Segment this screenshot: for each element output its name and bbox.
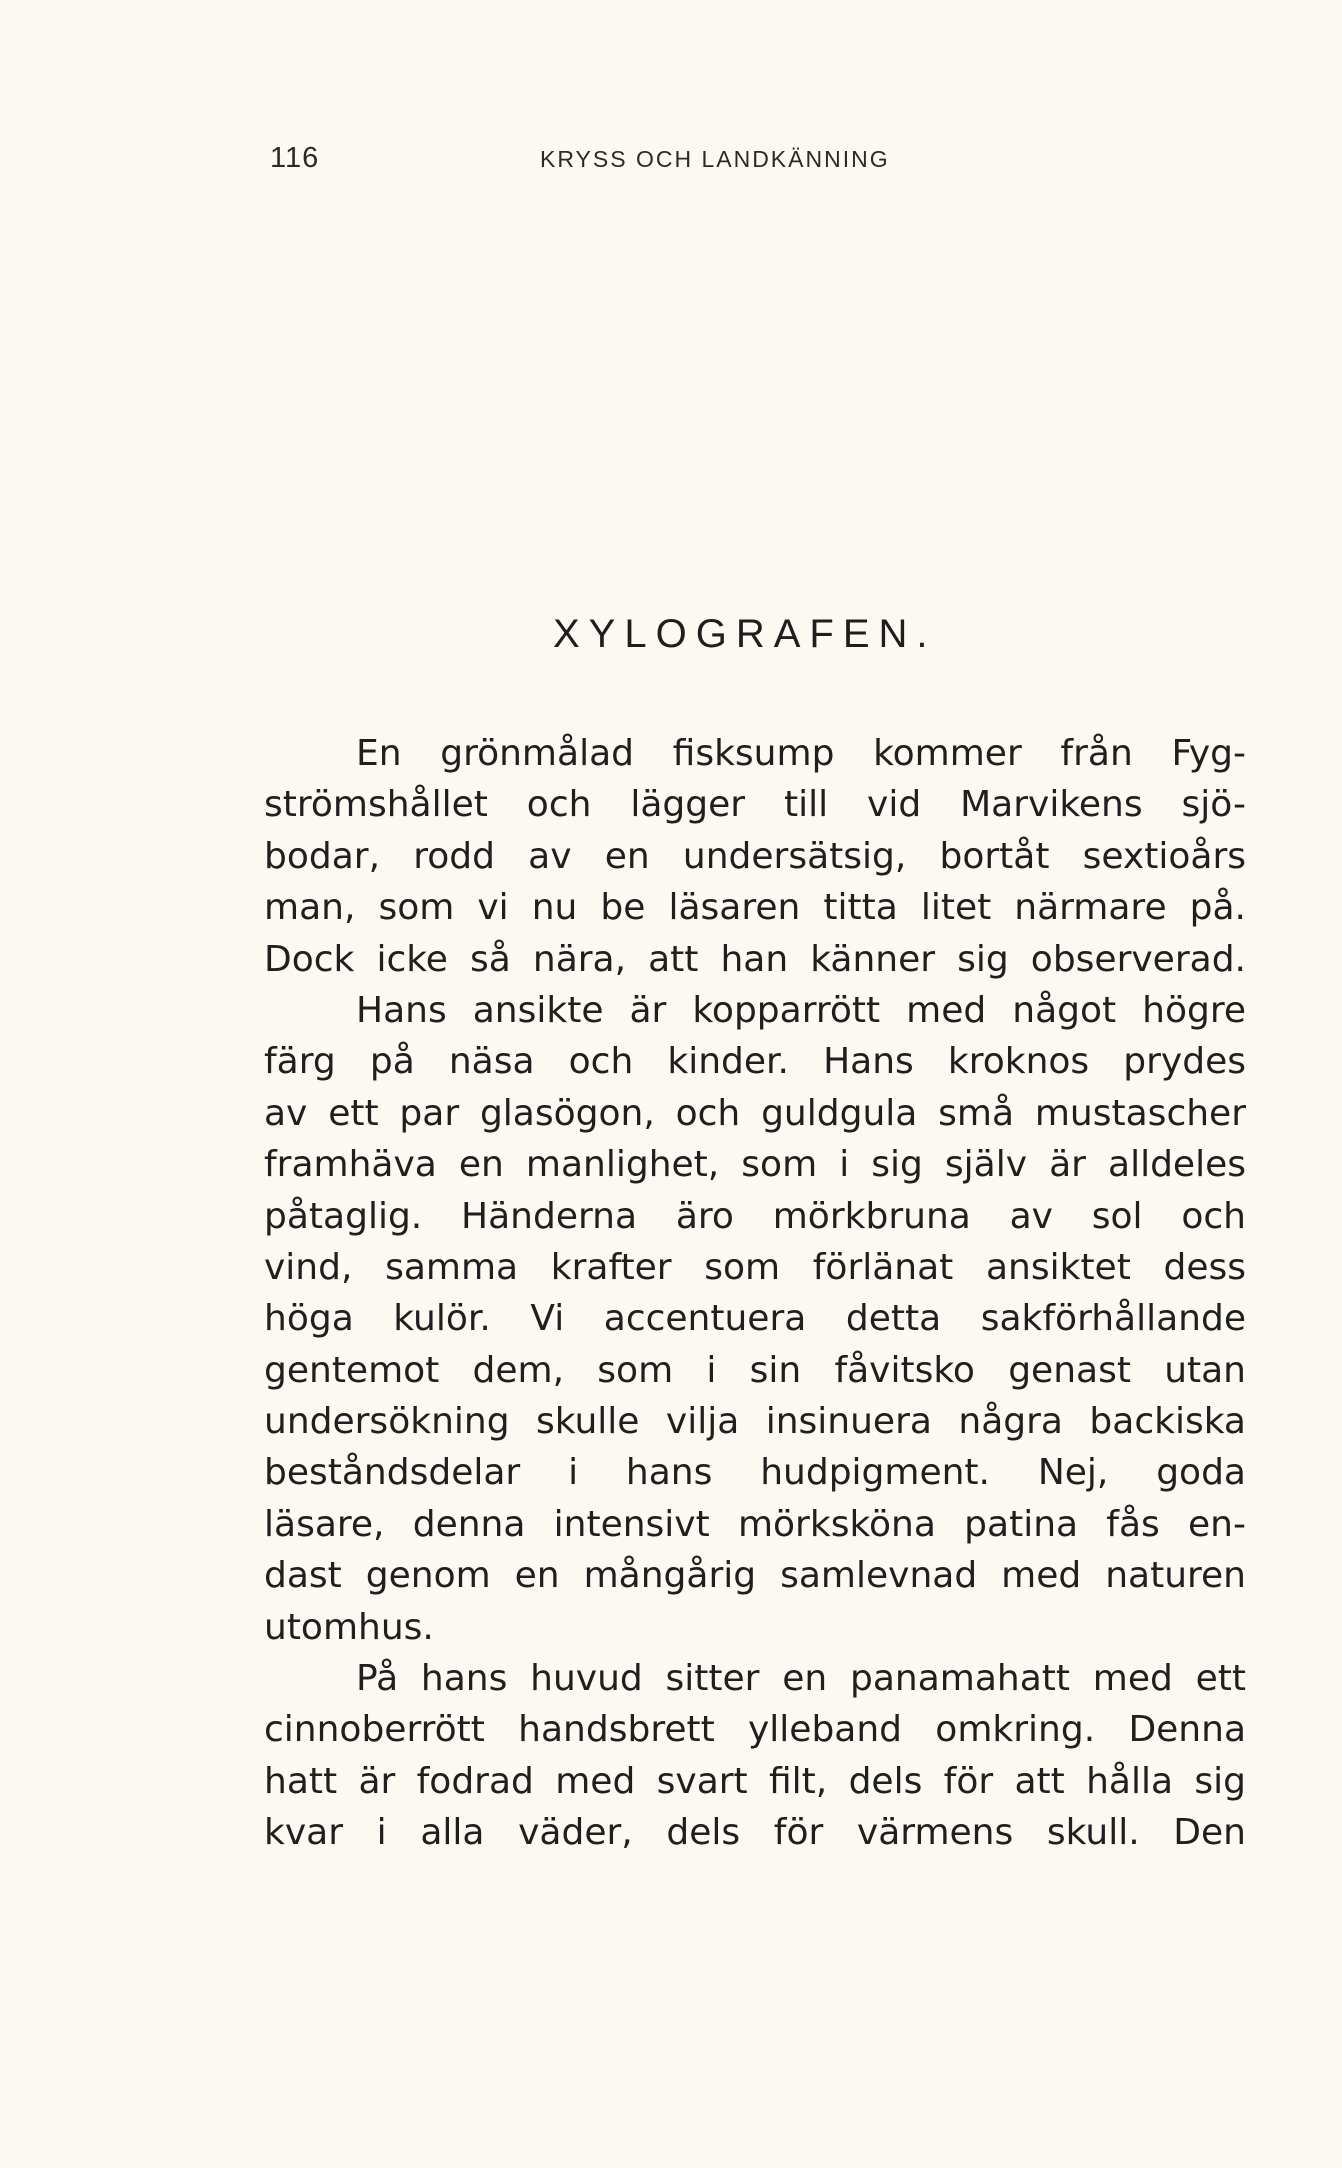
text-line: Dock icke så nära, att han känner sig observerad. [264, 938, 1246, 980]
text-line: framhäva en manlighet, som i sig själv är alldeles [264, 1144, 1246, 1186]
text-line: bodar, rodd av en undersätsig, bortåt sextioårs [264, 835, 1246, 877]
text-line: läsare, denna intensivt mörksköna patina fås en- [264, 1503, 1246, 1545]
text-line: utomhus. [264, 1606, 434, 1648]
text-line: av ett par glasögon, och guldgula små mustascher [264, 1092, 1246, 1134]
text-line: hatt är fodrad med svart filt, dels för att hålla sig [264, 1760, 1246, 1802]
text-line: höga kulör. Vi accentuera detta sakförhållande [264, 1298, 1246, 1340]
text-line: strömshållet och lägger till vid Marvikens sjö- [264, 784, 1246, 826]
text-line: kvar i alla väder, dels för värmens skull. Den [264, 1812, 1246, 1854]
text-line: beståndsdelar i hans hudpigment. Nej, goda [264, 1452, 1246, 1494]
text-line: undersökning skulle vilja insinuera några backiska [264, 1401, 1246, 1443]
running-head: KRYSS OCH LANDKÄNNING [540, 146, 890, 172]
page-number: 116 [270, 142, 320, 174]
text-line: En grönmålad fisksump kommer från Fyg- [356, 733, 1246, 774]
text-line: På hans huvud sitter en panamahatt med ett [356, 1658, 1246, 1700]
text-line: färg på näsa och kinder. Hans kroknos prydes [264, 1041, 1246, 1083]
chapter-title: XYLOGRAFEN. [553, 612, 937, 656]
text-line: dast genom en mångårig samlevnad med naturen [264, 1555, 1246, 1597]
body-text [264, 728, 1246, 1859]
text-line: man, som vi nu be läsaren titta litet närmare på. [264, 887, 1246, 929]
text-line: vind, samma krafter som förlänat ansiktet dess [264, 1246, 1246, 1288]
text-line: påtaglig. Händerna äro mörkbruna av sol och [264, 1195, 1246, 1237]
text-line: cinnoberrött handsbrett ylleband omkring. Denna [264, 1709, 1246, 1751]
text-line: gentemot dem, som i sin fåvitsko genast utan [264, 1349, 1246, 1391]
text-line: Hans ansikte är kopparrött med något högre [356, 989, 1246, 1031]
